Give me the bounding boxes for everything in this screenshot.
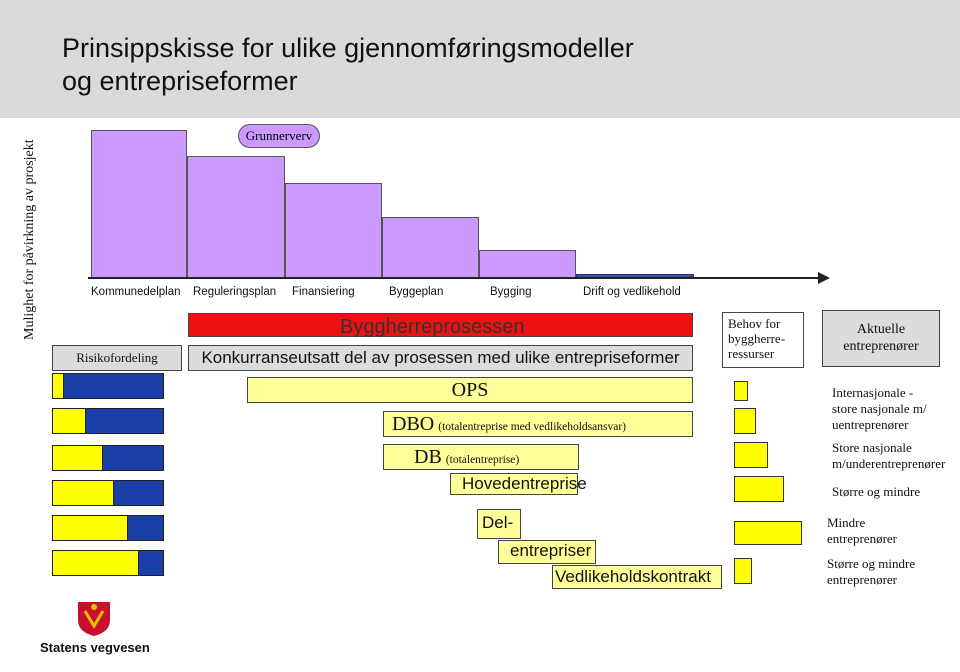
phase-bar-byggeplan <box>382 217 479 278</box>
phase-bar-reguleringsplan <box>187 156 285 278</box>
statens-vegvesen-logo-icon <box>70 598 118 643</box>
x-axis-arrowhead <box>818 272 830 284</box>
y-axis-label: Mulighet for påvirkning av prosjekt <box>22 139 37 340</box>
contractor-item: Større og mindre <box>832 484 921 499</box>
behov-level <box>734 442 768 468</box>
hovedentreprise-label: Hovedentreprise <box>462 474 587 493</box>
logo-wordmark: Statens vegvesen <box>40 640 150 655</box>
phase-label: Bygging <box>490 286 532 298</box>
phase-label: Reguleringsplan <box>193 286 277 298</box>
delentreprise-label-2: entrepriser <box>510 541 592 560</box>
db-sub: (totalentreprise) <box>445 454 520 466</box>
phase-label: Drift og vedlikehold <box>583 286 681 298</box>
phase-bar-finansiering <box>285 183 382 278</box>
aktuelle-box: Aktuelle entreprenører <box>822 310 940 367</box>
risk-row-byggherre-share <box>53 446 103 470</box>
risk-row <box>52 408 164 434</box>
behov-level <box>734 558 752 584</box>
vedlikehold-label: Vedlikeholdskontrakt <box>555 567 711 586</box>
risk-row <box>52 480 164 506</box>
risk-row-byggherre-share <box>53 374 64 398</box>
risk-row-byggherre-share <box>53 481 114 505</box>
phase-label: Byggeplan <box>389 286 444 298</box>
dbo-box <box>383 411 693 437</box>
risk-row <box>52 373 164 399</box>
risk-row-byggherre-share <box>53 409 86 433</box>
ops-box: OPS <box>247 377 693 403</box>
x-axis <box>88 277 820 279</box>
risk-row-byggherre-share <box>53 551 139 575</box>
db-main: DB <box>414 446 442 468</box>
behov-box: Behov for byggherre- ressurser <box>722 312 804 368</box>
page-title: Prinsippskisse for ulike gjennomføringsmodeller og entrepriseformer <box>62 33 634 96</box>
behov-level <box>734 521 802 545</box>
dbo-sub: (totalentreprise med vedlikeholdsansvar) <box>438 421 627 433</box>
phase-label: Kommunedelplan <box>91 286 181 298</box>
konkurranse-box: Konkurranseutsatt del av prosessen med ulike entrepriseformer <box>188 345 693 371</box>
risk-row <box>52 550 164 576</box>
behov-level <box>734 408 756 434</box>
contractor-item: Større og mindre entreprenører <box>827 556 916 587</box>
contractor-item: Store nasjonale m/underentreprenører <box>832 440 946 471</box>
phase-bar-bygging <box>479 250 576 278</box>
risikofordeling-label: Risikofordeling <box>52 345 182 371</box>
db-box <box>383 444 579 470</box>
risk-row <box>52 515 164 541</box>
contractor-item: Mindre entreprenører <box>827 515 898 546</box>
behov-level <box>734 381 748 401</box>
byggherreprosessen-label: Byggherreprosessen <box>340 316 525 338</box>
delentreprise-label-1: Del- <box>482 513 514 532</box>
grunnerverv-label: Grunnerverv <box>238 124 320 148</box>
phase-label: Finansiering <box>292 286 355 298</box>
risk-row-byggherre-share <box>53 516 128 540</box>
risk-row <box>52 445 164 471</box>
behov-level <box>734 476 784 502</box>
contractor-item: Internasjonale - store nasjonale m/ uentreprenører <box>832 385 927 432</box>
dbo-main: DBO <box>392 413 435 435</box>
phase-bar-kommunedelplan <box>91 130 187 278</box>
